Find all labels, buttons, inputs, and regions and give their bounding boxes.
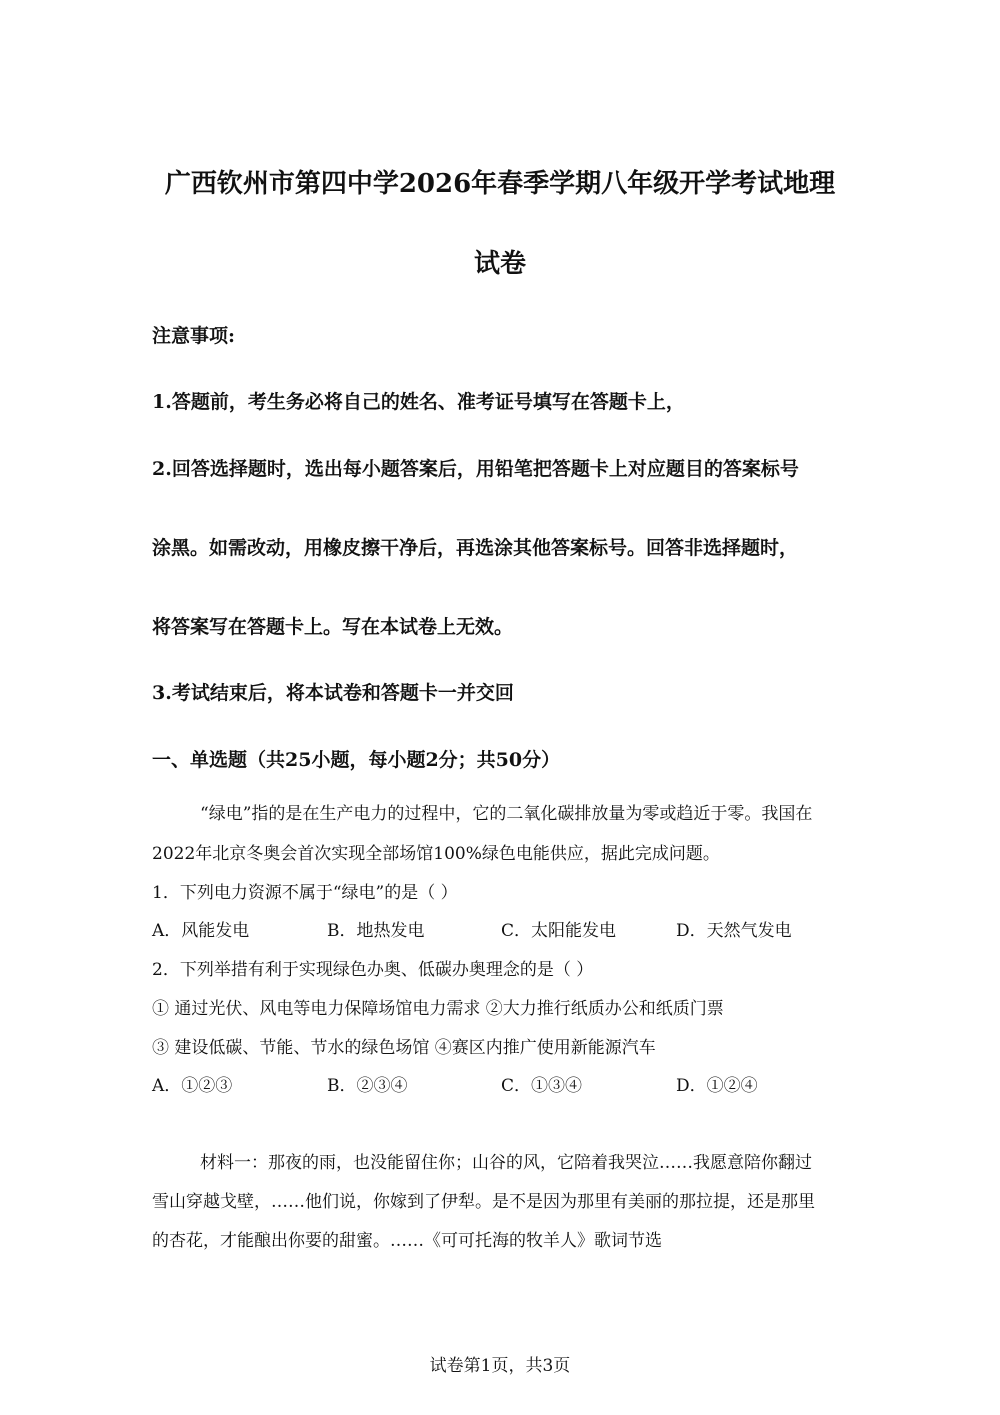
question-2-items-line-1: ① 通过光伏、风电等电力保障场馆电力需求 ②大力推行纸质办公和纸质门票 xyxy=(152,999,724,1019)
note-2-line-3: 将答案写在答题卡上。写在本试卷上无效。 xyxy=(152,616,514,638)
note-2-line-2: 涂黑。如需改动，用橡皮擦干净后，再选涂其他答案标号。回答非选择题时， xyxy=(152,537,799,559)
material-2-line-2: 雪山穿越戈壁，……他们说，你嫁到了伊犁。是不是因为那里有美丽的那拉提，还是那里 xyxy=(152,1192,815,1212)
material-2-line-3: 的杏花，才能酿出你要的甜蜜。……《可可托海的牧羊人》歌词节选 xyxy=(152,1231,662,1251)
exam-title-line-2: 试卷 xyxy=(473,249,526,279)
q1-option-b: B．地热发电 xyxy=(327,921,425,941)
q1-option-d: D．天然气发电 xyxy=(676,921,792,941)
question-2-stem: 2．下列举措有利于实现绿色办奥、低碳办奥理念的是（ ） xyxy=(152,960,594,980)
material-intro-line-2: 2022年北京冬奥会首次实现全部场馆100%绿色电能供应，据此完成问题。 xyxy=(152,844,720,864)
q2-option-b: B．②③④ xyxy=(327,1076,408,1096)
note-3: 3.考试结束后，将本试卷和答题卡一并交回 xyxy=(152,682,514,704)
question-1-stem: 1．下列电力资源不属于“绿电”的是（ ） xyxy=(152,883,458,903)
page-footer: 试卷第1页，共3页 xyxy=(429,1356,571,1376)
question-2-items-line-2: ③ 建设低碳、节能、节水的绿色场馆 ④赛区内推广使用新能源汽车 xyxy=(152,1038,656,1058)
notes-heading: 注意事项: xyxy=(152,325,236,347)
question-2-options xyxy=(152,1076,852,1098)
q1-option-a: A．风能发电 xyxy=(152,921,250,941)
q2-option-a: A．①②③ xyxy=(152,1076,233,1096)
note-2-line-1: 2.回答选择题时，选出每小题答案后，用铅笔把答题卡上对应题目的答案标号 xyxy=(152,458,799,480)
note-1: 1.答题前，考生务必将自己的姓名、准考证号填写在答题卡上， xyxy=(152,391,685,413)
exam-title-line-1: 广西钦州市第四中学2026年春季学期八年级开学考试地理 xyxy=(164,169,836,199)
material-2-line-1: 材料一：那夜的雨，也没能留住你；山谷的风，它陪着我哭泣……我愿意陪你翻过 xyxy=(200,1153,812,1173)
q2-option-d: D．①②④ xyxy=(676,1076,758,1096)
q2-option-c: C．①③④ xyxy=(501,1076,583,1096)
section-heading: 一、单选题（共25小题，每小题2分；共50分） xyxy=(152,749,561,771)
material-intro-line-1: “绿电”指的是在生产电力的过程中，它的二氧化碳排放量为零或趋近于零。我国在 xyxy=(200,804,813,824)
question-1-options xyxy=(152,921,852,943)
q1-option-c: C．太阳能发电 xyxy=(501,921,617,941)
